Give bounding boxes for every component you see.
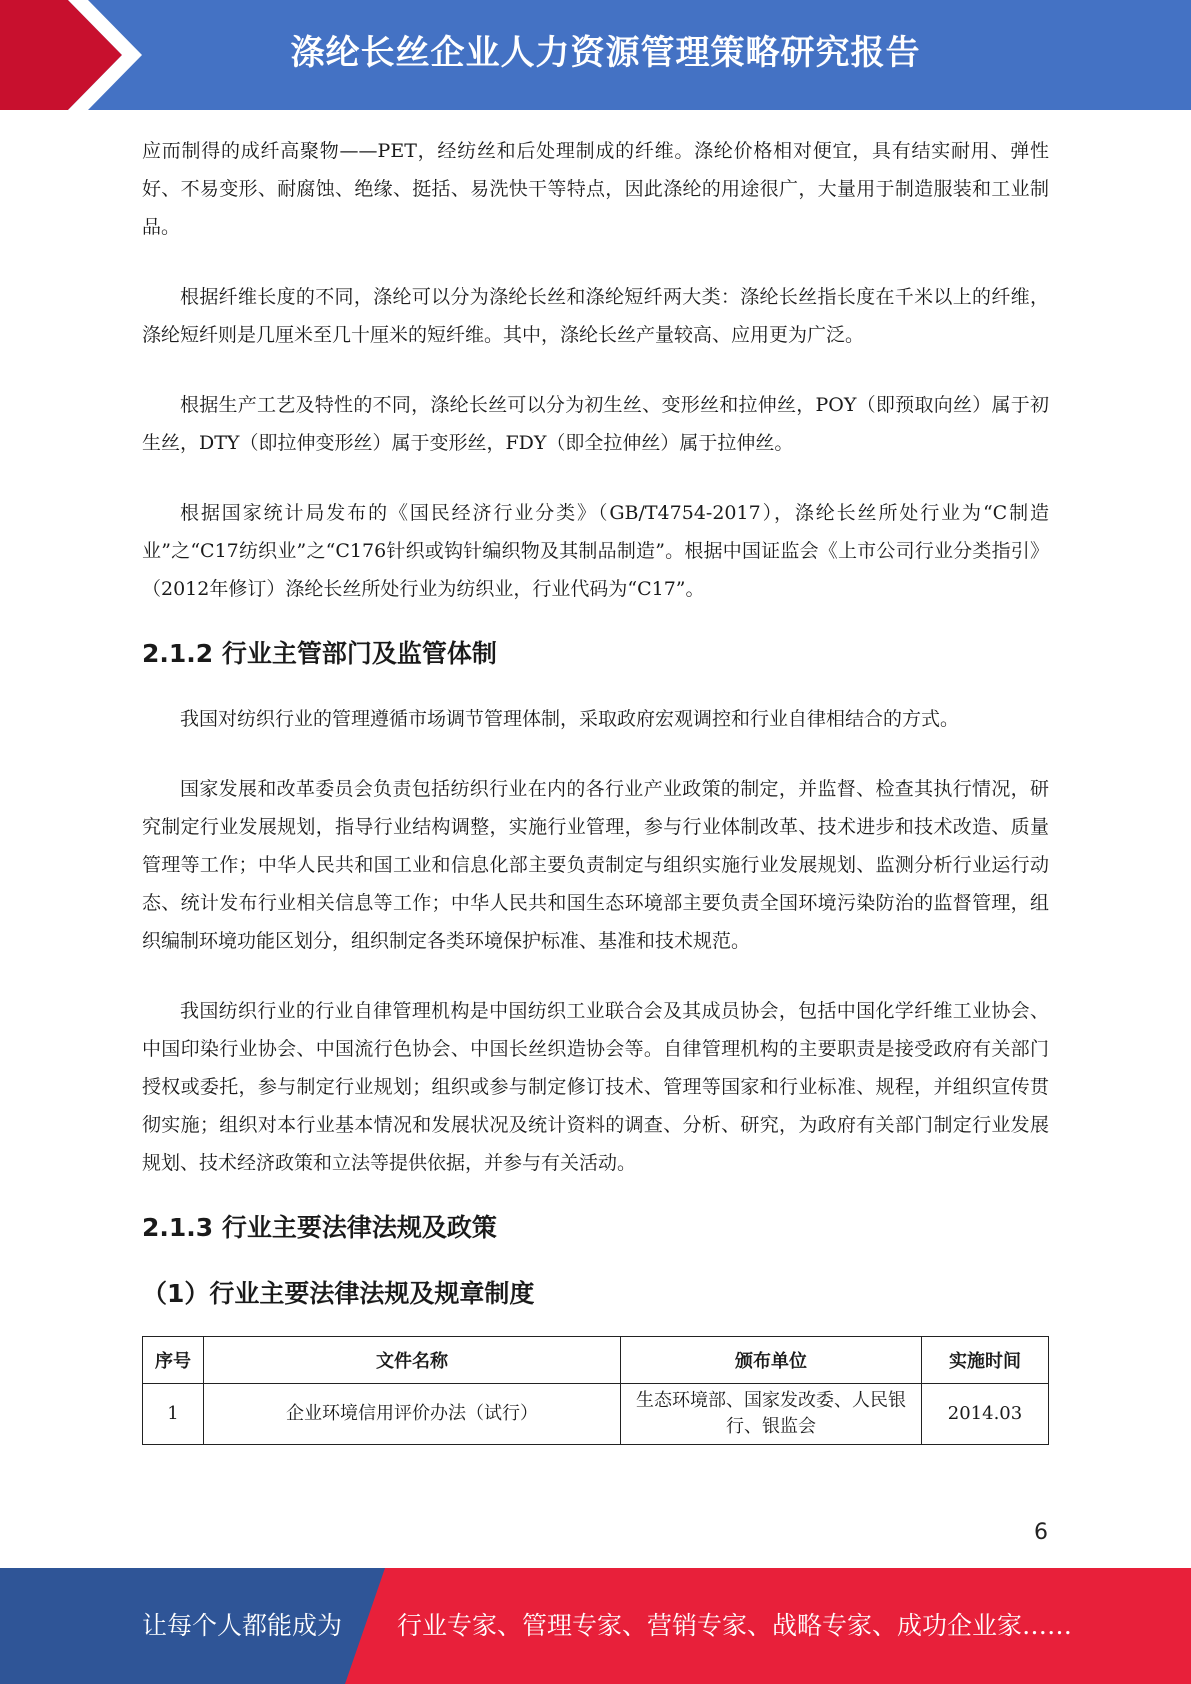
regulations-table [142, 1336, 1049, 1445]
header-title: 涤纶长丝企业人力资源管理策略研究报告 [290, 33, 921, 73]
table-header-cell: 文件名称 [204, 1337, 621, 1384]
document-body [142, 132, 1049, 1445]
paragraph-government-departments: 国家发展和改革委员会负责包括纺织行业在内的各行业产业政策的制定，并监督、检查其执行情况，研究制定行业发展规划，指导行业结构调整，实施行业管理，参与行业体制改革、技术进步和技术改造、质量管理等工作；中华人民共和国工业和信息化部主要负责制定与组织实施行业发展规划、监测分析行业运行动态、统计发布行业相关信息等工作；中华人民共和国生态环境部主要负责全国环境污染防治的监督管理，组织编制环境功能区划分，组织制定各类环境保护标准、基准和技术规范。 [142, 778, 1049, 952]
paragraph-industry-classification: 根据国家统计局发布的《国民经济行业分类》（GB/T4754-2017），涤纶长丝所处行业为“C制造业”之“C17纺织业”之“C176针织或钩针编织物及其制品制造”。根据中国证监会《上市公司行业分类指引》（2012年修订）涤纶长丝所处行业为纺织业，行业代码为“C17”。 [142, 502, 1049, 600]
heading-2-1-3: 2.1.3 行业主要法律法规及政策 [142, 1213, 497, 1242]
table-cell: 生态环境部、国家发改委、人民银行、银监会 [621, 1384, 922, 1445]
paragraph-pet-intro: 应而制得的成纤高聚物——PET，经纺丝和后处理制成的纤维。涤纶价格相对便宜，具有结实耐用、弹性好、不易变形、耐腐蚀、绝缘、挺括、易洗快干等特点，因此涤纶的用途很广，大量用于制造服装和工业制品。 [142, 140, 1049, 238]
table-header-cell: 实施时间 [922, 1337, 1049, 1384]
heading-2-1-3-1: （1）行业主要法律法规及规章制度 [142, 1279, 535, 1308]
table-header-cell: 颁布单位 [621, 1337, 922, 1384]
table-header-cell: 序号 [143, 1337, 204, 1384]
table-row [143, 1384, 1049, 1445]
paragraph-fiber-length: 根据纤维长度的不同，涤纶可以分为涤纶长丝和涤纶短纤两大类：涤纶长丝指长度在千米以上的纤维，涤纶短纤则是几厘米至几十厘米的短纤维。其中，涤纶长丝产量较高、应用更为广泛。 [142, 286, 1049, 346]
heading-2-1-2: 2.1.2 行业主管部门及监管体制 [142, 639, 497, 668]
page-footer [0, 1568, 1191, 1684]
footer-slogan-left: 让每个人都能成为 [142, 1611, 343, 1640]
footer-slogan-right: 行业专家、管理专家、营销专家、战略专家、成功企业家…… [397, 1611, 1073, 1640]
paragraph-self-regulation: 我国纺织行业的行业自律管理机构是中国纺织工业联合会及其成员协会，包括中国化学纤维工业协会、中国印染行业协会、中国流行色协会、中国长丝织造协会等。自律管理机构的主要职责是接受政府有关部门授权或委托，参与制定行业规划；组织或参与制定修订技术、管理等国家和行业标准、规程，并组织宣传贯彻实施；组织对本行业基本情况和发展状况及统计资料的调查、分析、研究，为政府有关部门制定行业发展规划、技术经济政策和立法等提供依据，并参与有关活动。 [142, 1000, 1049, 1174]
page-header [0, 0, 1191, 110]
paragraph-process-types: 根据生产工艺及特性的不同，涤纶长丝可以分为初生丝、变形丝和拉伸丝，POY（即预取向丝）属于初生丝，DTY（即拉伸变形丝）属于变形丝，FDY（即全拉伸丝）属于拉伸丝。 [142, 394, 1049, 454]
table-cell: 2014.03 [922, 1384, 1049, 1445]
page-number: 6 [1034, 1520, 1048, 1545]
paragraph-management-system: 我国对纺织行业的管理遵循市场调节管理体制，采取政府宏观调控和行业自律相结合的方式。 [180, 708, 960, 730]
table-cell: 企业环境信用评价办法（试行） [204, 1384, 621, 1445]
table-header-row [143, 1337, 1049, 1384]
table-cell: 1 [143, 1384, 204, 1445]
